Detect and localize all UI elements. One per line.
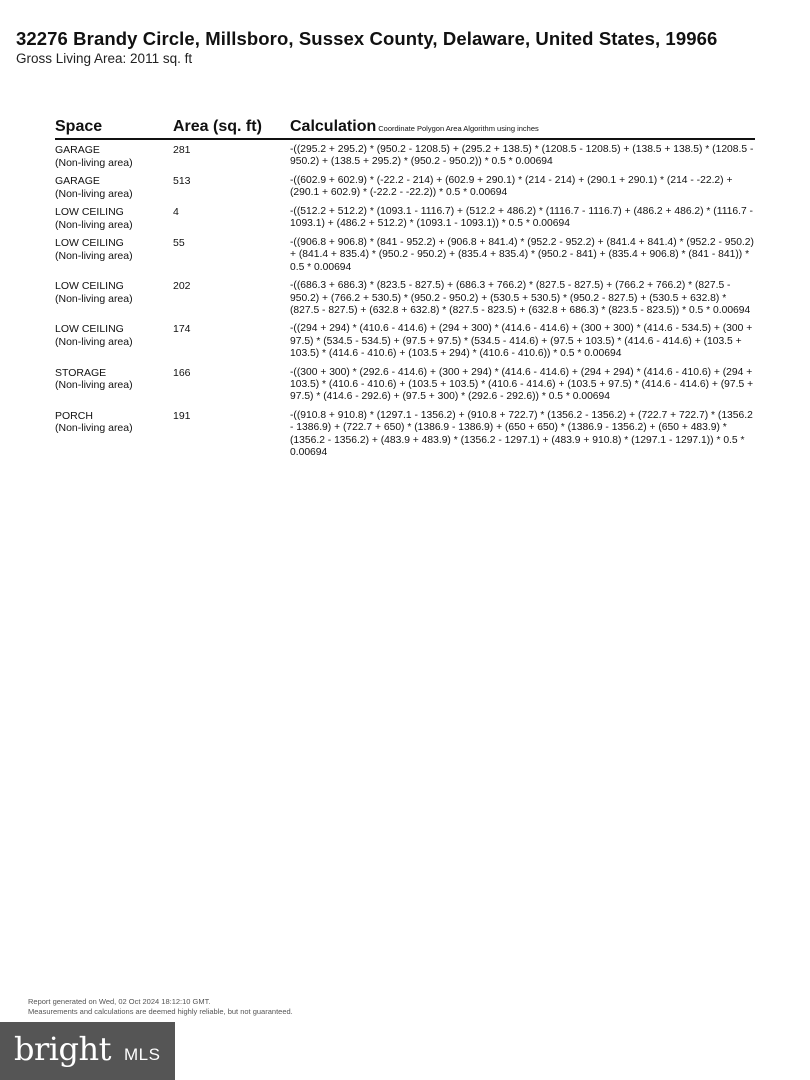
calculation-cell: -((906.8 + 906.8) * (841 - 952.2) + (906.8 + 841.4) * (952.2 - 952.2) + (841.4 + 841.4) * (952.2 - 950.2) + (841.4 + 835.4) * (950.2 - 950.2) + (835.4 + 835.4) * (950.2 - 841) + (835.4 + 906.8) * (841 - 841)) * 0.5 * 0.00694	[290, 237, 754, 273]
table-header	[55, 118, 755, 140]
calculation-cell: -((295.2 + 295.2) * (950.2 - 1208.5) + (295.2 + 138.5) * (1208.5 - 1208.5) + (138.5 + 138.5) * (1208.5 - 950.2) + (138.5 + 295.2) * (950.2 - 950.2)) * 0.5 * 0.00694	[290, 144, 754, 168]
logo-wordmark: bright	[14, 1030, 111, 1068]
area-cell: 191	[173, 409, 191, 422]
space-cell	[55, 206, 173, 231]
space-name: LOW CEILING	[55, 237, 124, 249]
space-name: PORCH	[55, 409, 93, 422]
space-note: (Non-living area)	[55, 156, 133, 169]
space-name: GARAGE	[55, 144, 100, 156]
report-footer	[28, 997, 293, 1017]
area-cell: 174	[173, 323, 191, 336]
space-note: (Non-living area)	[55, 249, 133, 262]
calculation-cell: -((300 + 300) * (292.6 - 414.6) + (300 + 294) * (414.6 - 414.6) + (294 + 294) * (414.6 - 410.6) + (294 + 103.5) * (410.6 - 410.6) + (103.5 + 103.5) * (410.6 - 414.6) + (103.5 + 97.5) * (414.6 - 414.6) + (97.5 + 97.5) * (414.6 - 292.6) + (97.5 + 300) * (292.6 - 292.6)) * 0.5 * 0.00694	[290, 366, 754, 403]
area-cell: 202	[173, 280, 191, 293]
gross-living-area: Gross Living Area: 2011 sq. ft	[16, 51, 193, 66]
disclaimer: Measurements and calculations are deemed highly reliable, but not guaranteed.	[28, 1007, 293, 1016]
table-row	[55, 175, 755, 200]
table-row	[55, 410, 755, 460]
space-cell	[55, 237, 173, 262]
col-header-area: Area (sq. ft)	[173, 118, 262, 135]
report-header	[16, 28, 717, 66]
area-cell: 55	[173, 237, 185, 249]
calculation-cell: -((686.3 + 686.3) * (823.5 - 827.5) + (686.3 + 766.2) * (827.5 - 827.5) + (766.2 + 766.2) * (827.5 - 950.2) + (766.2 + 530.5) * (950.2 - 950.2) + (530.5 + 530.5) * (950.2 - 827.5) + (530.5 + 632.8) * (827.5 - 827.5) + (632.8 + 632.8) * (827.5 - 823.5) + (632.8 + 686.3) * (823.5 - 823.5)) * 0.5 * 0.00694	[290, 280, 751, 317]
calculation-cell: -((294 + 294) * (410.6 - 414.6) + (294 + 300) * (414.6 - 414.6) + (300 + 300) * (414.6 - 534.5) + (300 + 97.5) * (534.5 - 534.5) + (97.5 + 97.5) * (534.5 - 414.6) + (97.5 + 103.5) * (414.6 - 414.6) + (103.5 + 103.5) * (414.6 - 410.6) + (103.5 + 294) * (410.6 - 410.6)) * 0.5 * 0.00694	[290, 323, 753, 360]
space-name: STORAGE	[55, 366, 107, 379]
table-row	[55, 367, 755, 404]
space-note: (Non-living area)	[55, 292, 133, 305]
space-note: (Non-living area)	[55, 422, 133, 435]
calculation-cell: -((910.8 + 910.8) * (1297.1 - 1356.2) + (910.8 + 722.7) * (1356.2 - 1356.2) + (722.7 + 722.7) * (1356.2 - 1386.9) + (722.7 + 650) * (1386.9 - 1386.9) + (650 + 650) * (1386.9 - 1356.2) + (650 + 483.9) * (1356.2 - 1356.2) + (483.9 + 483.9) * (1356.2 - 1297.1) + (483.9 + 910.8) * (1297.1 - 1297.1)) * 0.5 * 0.00694	[290, 409, 753, 459]
col-header-calculation-subtitle: Coordinate Polygon Area Algorithm using inches	[378, 124, 539, 133]
generated-date: Report generated on Wed, 02 Oct 2024 18:12:10 GMT.	[28, 997, 211, 1006]
space-cell	[55, 367, 173, 392]
space-note: (Non-living area)	[55, 379, 133, 392]
calculation-cell: -((512.2 + 512.2) * (1093.1 - 1116.7) + (512.2 + 486.2) * (1116.7 - 1116.7) + (486.2 + 486.2) * (1116.7 - 1093.1) + (486.2 + 512.2) * (1093.1 - 1093.1)) * 0.5 * 0.00694	[290, 206, 753, 230]
table-row	[55, 144, 755, 169]
col-header-calculation-label: Calculation	[290, 118, 377, 135]
space-note: (Non-living area)	[55, 335, 133, 348]
col-header-calculation	[290, 118, 755, 136]
area-cell: 4	[173, 206, 179, 218]
space-cell	[55, 175, 173, 200]
area-cell: 281	[173, 144, 191, 156]
calculation-cell: -((602.9 + 602.9) * (-22.2 - 214) + (602.9 + 290.1) * (214 - 214) + (290.1 + 290.1) * (214 - -22.2) + (290.1 + 602.9) * (-22.2 - -22.2)) * 0.5 * 0.00694	[290, 175, 733, 199]
logo-mls-text: MLS	[124, 1045, 161, 1064]
space-name: LOW CEILING	[55, 280, 124, 293]
space-cell	[55, 323, 173, 348]
property-address: 32276 Brandy Circle, Millsboro, Sussex County, Delaware, United States, 19966	[16, 28, 718, 49]
area-cell: 166	[173, 366, 191, 379]
space-cell	[55, 410, 173, 435]
area-table	[55, 118, 755, 460]
space-name: GARAGE	[55, 175, 100, 187]
space-note: (Non-living area)	[55, 187, 133, 200]
space-name: LOW CEILING	[55, 206, 124, 218]
table-row	[55, 237, 755, 274]
table-row	[55, 323, 755, 360]
col-header-space: Space	[55, 118, 103, 135]
space-cell	[55, 280, 173, 305]
table-row	[55, 280, 755, 317]
space-cell	[55, 144, 173, 169]
bright-mls-logo	[0, 1022, 175, 1080]
area-cell: 513	[173, 175, 191, 187]
table-row	[55, 206, 755, 231]
space-note: (Non-living area)	[55, 218, 133, 231]
space-name: LOW CEILING	[55, 323, 124, 336]
